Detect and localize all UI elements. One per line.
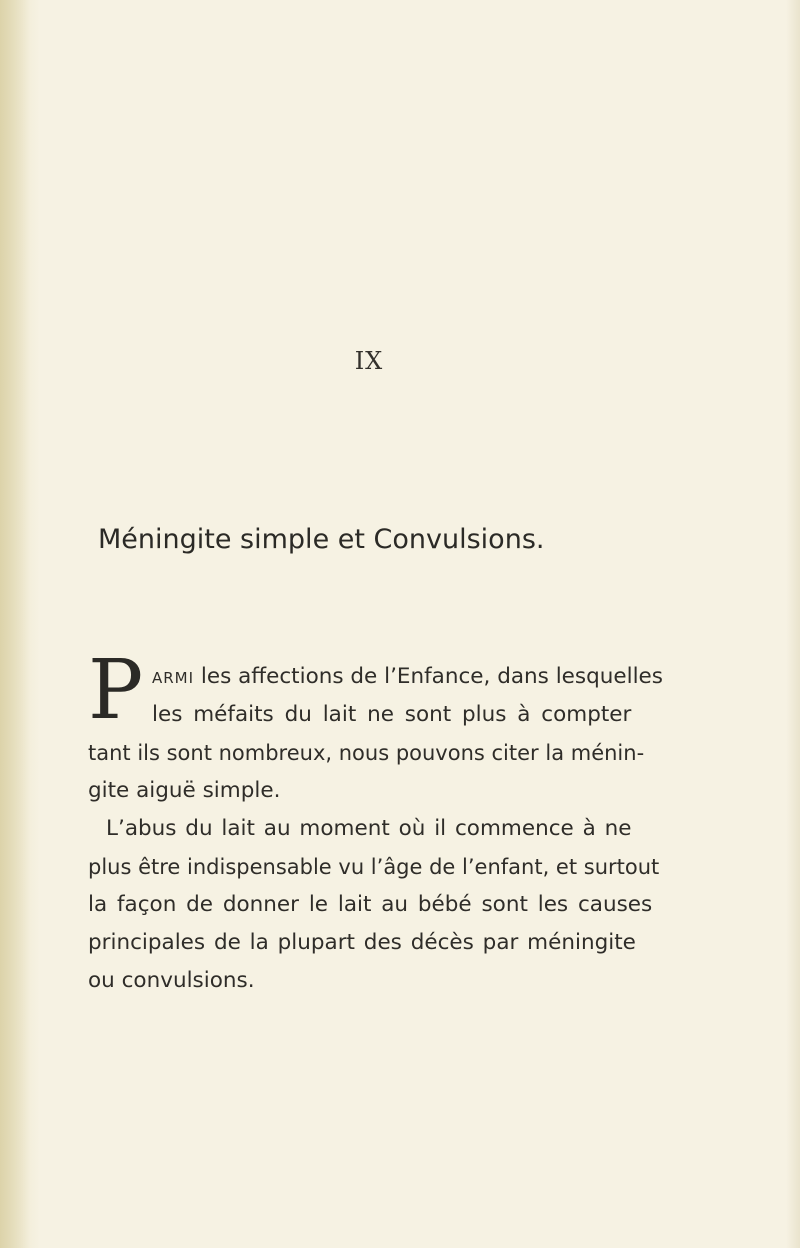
- paragraph-1-line-3: tant ils sont nombreux, nous pouvons citer la ménin-: [88, 741, 645, 765]
- paragraph-2-line-4: principales de la plupart des décès par méningite: [88, 930, 636, 955]
- paragraph-1-line-2: les méfaits du lait ne sont plus à compter: [152, 702, 632, 727]
- paragraph-2-line-3: la façon de donner le lait au bébé sont les causes: [88, 892, 653, 917]
- page-edge-shadow: [786, 0, 800, 1248]
- drop-cap: P: [88, 643, 144, 738]
- paragraph-1-line-1: [152, 657, 663, 697]
- paragraph-2-line-2: plus être indispensable vu l’âge de l’enfant, et surtout: [88, 855, 660, 879]
- chapter-number: IX: [354, 347, 384, 375]
- paragraph-2-line-1: L’abus du lait au moment où il commence à ne: [106, 816, 632, 841]
- line-text: les affections de l’Enfance, dans lesquelles: [194, 664, 663, 689]
- first-word-smallcaps: ARMI: [152, 669, 195, 687]
- chapter-title: Méningite simple et Convulsions.: [98, 524, 545, 555]
- page-gutter-shadow: [0, 0, 30, 1248]
- paragraph-2-line-5: ou convulsions.: [88, 968, 255, 993]
- paragraph-1-line-4: gite aiguë simple.: [88, 778, 281, 803]
